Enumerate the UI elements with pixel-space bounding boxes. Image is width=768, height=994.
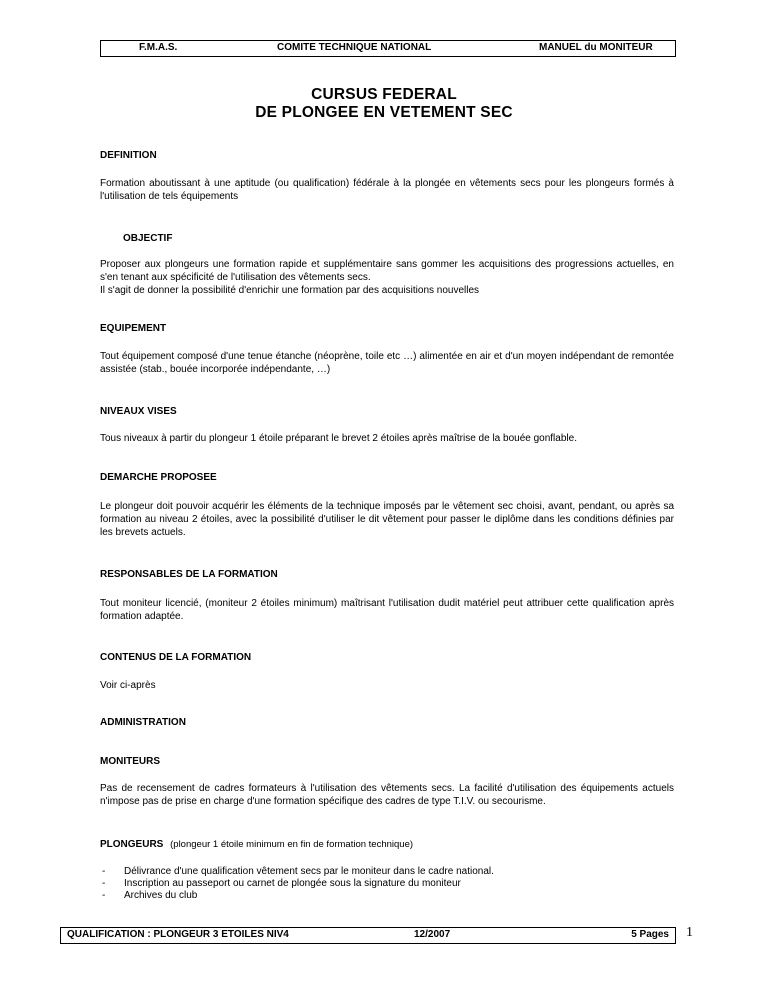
- header-organization: F.M.A.S.: [139, 42, 178, 53]
- page-title-line1: CURSUS FEDERAL: [311, 86, 457, 103]
- list-item-text: Archives du club: [124, 890, 198, 901]
- header-manual: MANUEL du MONITEUR: [539, 42, 653, 53]
- contenus-text: Voir ci-après: [100, 680, 156, 691]
- definition-heading: DEFINITION: [100, 150, 157, 161]
- niveaux-heading: NIVEAUX VISES: [100, 406, 177, 417]
- footer-pages: 5 Pages: [631, 929, 669, 940]
- page-header: [100, 40, 676, 57]
- contenus-heading: CONTENUS DE LA FORMATION: [100, 652, 252, 663]
- responsables-heading: RESPONSABLES DE LA FORMATION: [100, 569, 278, 580]
- footer-date: 12/2007: [414, 929, 451, 940]
- definition-text: Formation aboutissant à une aptitude (ou qualification) fédérale à la plongée en vêtements secs pour les plongeurs formés à l'utilisation de tels équipements: [100, 178, 674, 202]
- demarche-heading: DEMARCHE PROPOSEE: [100, 472, 217, 483]
- list-item-text: Inscription au passeport ou carnet de plongée sous la signature du moniteur: [124, 878, 461, 889]
- demarche-text: Le plongeur doit pouvoir acquérir les éléments de la technique imposés par le vêtement sec choisi, avant, pendant, ou après sa formation au niveau 2 étoiles, avec la possibilité d'utiliser le dit vêtement pour passer le diplôme dans les conditions définies par les brevets actuels.: [100, 501, 674, 538]
- objectif-text-1: Proposer aux plongeurs une formation rapide et supplémentaire sans gommer les acquisitions des progressions actuelles, en s'en tenant aux spécificité de l'utilisation des vêtements secs.: [100, 259, 674, 283]
- moniteurs-text: Pas de recensement de cadres formateurs à l'utilisation des vêtements secs. La facilité d'utilisation des équipements actuels n'impose pas de prise en charge d'une formation spécifique des cadres de type T.I.V. ou secourisme.: [100, 783, 674, 807]
- footer-qualification: QUALIFICATION : PLONGEUR 3 ETOILES NIV4: [67, 929, 289, 940]
- page-number: 1: [686, 925, 693, 940]
- administration-heading: ADMINISTRATION: [100, 717, 186, 728]
- equipement-text: Tout équipement composé d'une tenue étanche (néoprène, toile etc …) alimentée en air et d'un moyen indépendant de remontée assistée (stab., bouée incorporée indépendante, …): [100, 351, 674, 375]
- page-title-line2: DE PLONGEE EN VETEMENT SEC: [255, 104, 513, 121]
- niveaux-text: Tous niveaux à partir du plongeur 1 étoile préparant le brevet 2 étoiles après maîtrise de la bouée gonflable.: [100, 433, 577, 444]
- list-item-text: Délivrance d'une qualification vêtement secs par le moniteur dans le cadre national.: [124, 866, 494, 877]
- objectif-heading: OBJECTIF: [123, 233, 173, 244]
- header-committee: COMITE TECHNIQUE NATIONAL: [277, 42, 432, 53]
- plongeurs-heading: [100, 839, 413, 850]
- plongeurs-heading-label: PLONGEURS: [100, 839, 164, 850]
- objectif-text-2: Il s'agit de donner la possibilité d'enrichir une formation par des acquisitions nouvelles: [100, 285, 480, 296]
- page-footer: [60, 927, 676, 944]
- equipement-heading: EQUIPEMENT: [100, 323, 167, 334]
- moniteurs-heading: MONITEURS: [100, 756, 160, 767]
- plongeurs-note: (plongeur 1 étoile minimum en fin de formation technique): [170, 839, 414, 850]
- responsables-text: Tout moniteur licencié, (moniteur 2 étoiles minimum) maîtrisant l'utilisation dudit matériel peut attribuer cette qualification après formation adaptée.: [100, 598, 674, 622]
